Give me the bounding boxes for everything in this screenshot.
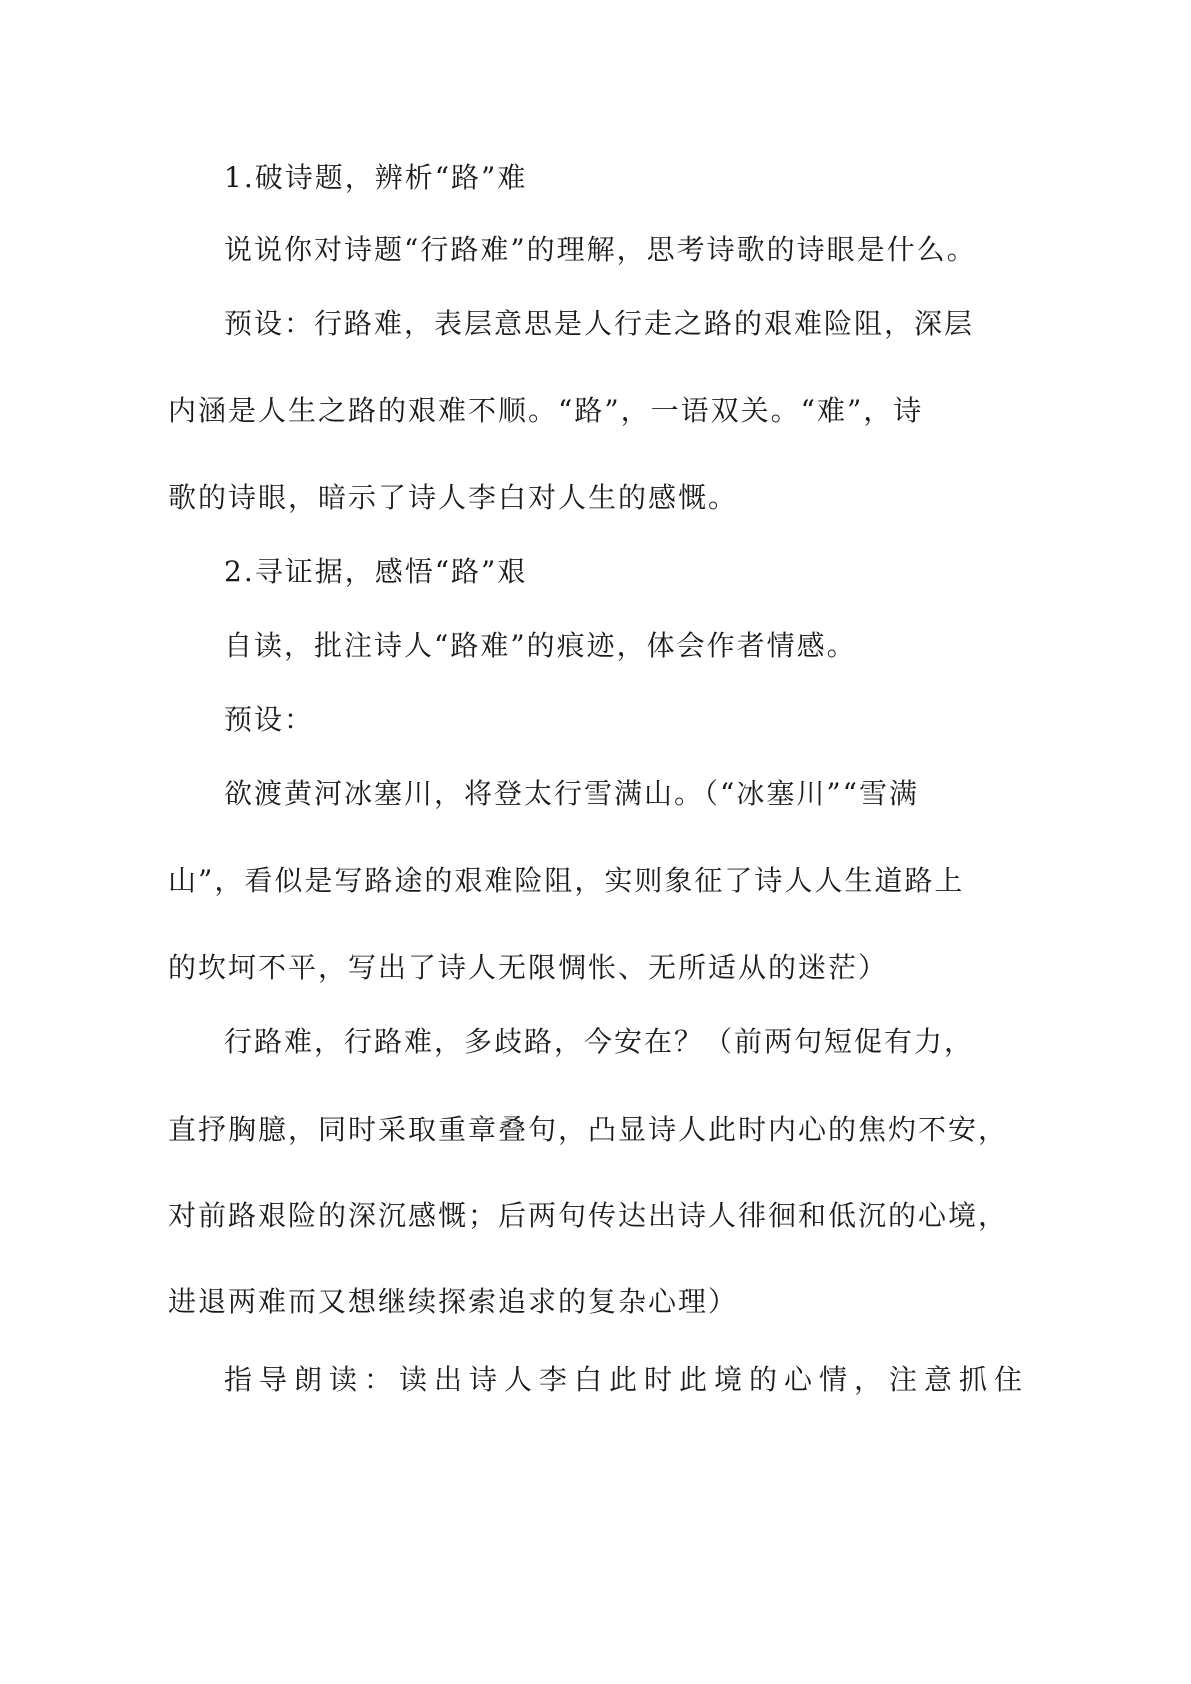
paragraph-verse-2-line-2: 直抒胸臆，同时采取重章叠句，凸显诗人此时内心的焦灼不安， <box>168 1113 1009 1146</box>
paragraph-verse-2-line-1: 行路难，行路难，多歧路，今安在？（前两句短促有力， <box>224 1025 975 1058</box>
paragraph-preset-2-label: 预设： <box>224 703 315 736</box>
paragraph-preset-1-line-2: 内涵是人生之路的艰难不顺。“路”，一语双关。“难”，诗 <box>168 394 924 427</box>
paragraph-verse-2-line-4: 进退两难而又想继续探索追求的复杂心理） <box>168 1285 739 1318</box>
paragraph-reading-guide: 指导朗读：读出诗人李白此时此境的心情，注意抓住 <box>224 1363 1030 1396</box>
paragraph-verse-1-line-3: 的坎坷不平，写出了诗人无限惆怅、无所适从的迷茫） <box>168 951 889 984</box>
paragraph-verse-1-line-2: 山”，看似是写路途的艰难险阻，实则象征了诗人人生道路上 <box>168 864 965 897</box>
paragraph-self-read: 自读，批注诗人“路难”的痕迹，体会作者情感。 <box>224 629 857 662</box>
paragraph-verse-1-line-1: 欲渡黄河冰塞川，将登太行雪满山。（“冰塞川”“雪满 <box>224 777 919 810</box>
paragraph-preset-1-line-3: 歌的诗眼，暗示了诗人李白对人生的感慨。 <box>168 481 739 514</box>
section-heading-2: 2.寻证据，感悟“路”艰 <box>224 555 528 588</box>
section-heading-1: 1.破诗题，辨析“路”难 <box>224 161 528 194</box>
paragraph-question: 说说你对诗题“行路难”的理解，思考诗歌的诗眼是什么。 <box>224 233 977 266</box>
paragraph-preset-1-line-1: 预设：行路难，表层意思是人行走之路的艰难险阻，深层 <box>224 307 975 340</box>
paragraph-verse-2-line-3: 对前路艰险的深沉感慨；后两句传达出诗人徘徊和低沉的心境， <box>168 1199 1009 1232</box>
